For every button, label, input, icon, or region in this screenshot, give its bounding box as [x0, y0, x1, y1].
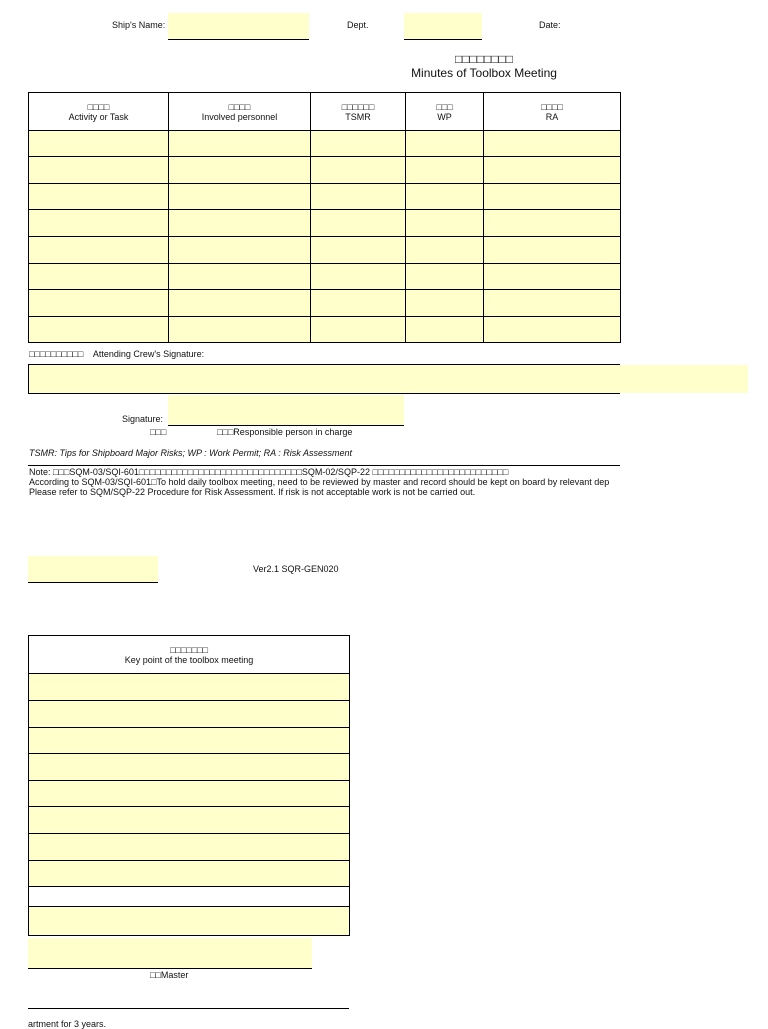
personnel-cell[interactable] [169, 157, 311, 184]
table-row [29, 754, 350, 781]
notes-block [29, 467, 620, 497]
crew-signature-field[interactable] [28, 365, 748, 393]
tsmr-cell[interactable] [311, 290, 406, 317]
activity-cell[interactable] [29, 157, 169, 184]
column-header-personnel: □□□□ Involved personnel [169, 93, 311, 131]
wp-cell[interactable] [406, 237, 484, 264]
page-title: Minutes of Toolbox Meeting [411, 66, 557, 80]
signature-sub-cn: □□□ [150, 427, 167, 437]
key-point-header [29, 636, 350, 674]
ra-cell[interactable] [484, 131, 621, 157]
tsmr-cell[interactable] [311, 184, 406, 210]
ra-cell[interactable] [484, 184, 621, 210]
ra-cell[interactable] [484, 264, 621, 290]
table-row [29, 317, 621, 343]
table-row [29, 907, 350, 936]
key-point-cell[interactable] [29, 674, 350, 701]
table-row [29, 728, 350, 754]
activity-cell[interactable] [29, 317, 169, 343]
wp-cell[interactable] [406, 317, 484, 343]
table-row [29, 210, 621, 237]
ship-name-field[interactable] [168, 13, 309, 40]
wp-cell[interactable] [406, 290, 484, 317]
personnel-cell[interactable] [169, 210, 311, 237]
dept-label: Dept. [347, 20, 369, 30]
tsmr-cell[interactable] [311, 317, 406, 343]
crew-signature-label [29, 349, 204, 359]
personnel-cell[interactable] [169, 290, 311, 317]
ra-cell[interactable] [484, 157, 621, 184]
wp-cell[interactable] [406, 264, 484, 290]
date-label: Date: [539, 20, 561, 30]
key-point-cell[interactable] [29, 781, 350, 807]
master-label: □□Master [150, 970, 189, 980]
personnel-cell[interactable] [169, 237, 311, 264]
activity-cell[interactable] [29, 290, 169, 317]
page-title-cn: □□□□□□□□ [455, 52, 513, 66]
key-point-cell[interactable] [29, 834, 350, 861]
note-line-review: According to SQM-03/SQI-601□To hold daily toolbox meeting, need to be reviewed by master and record should be kept on board by relevant dep [29, 477, 610, 487]
crew-signature-bottom-rule [28, 393, 620, 394]
personnel-cell[interactable] [169, 184, 311, 210]
table-row [29, 264, 621, 290]
table-row [29, 834, 350, 861]
footer-rule [28, 1008, 349, 1009]
tsmr-cell[interactable] [311, 264, 406, 290]
personnel-cell[interactable] [169, 264, 311, 290]
notes-divider [28, 465, 620, 466]
table-row [29, 184, 621, 210]
form-version: Ver2.1 SQR-GEN020 [253, 564, 339, 574]
activity-cell[interactable] [29, 184, 169, 210]
activity-cell[interactable] [29, 131, 169, 157]
dept-field[interactable] [404, 13, 482, 40]
crew-signature-left-rule [28, 364, 29, 394]
responsible-person-label: □□□Responsible person in charge [217, 427, 353, 437]
column-header-wp: □□□ WP [406, 93, 484, 131]
crew-signature-label-cn: □□□□□□□□□□ [29, 349, 84, 359]
column-header-tsmr: □□□□□□ TSMR [311, 93, 406, 131]
note-line-cn: Note: □□□SQM-03/SQI-601□□□□□□□□□□□□□□□□□□□□□□□□□□□□□□SQM-02/SQP-22 □□□□□□□□□□□□□□□□□□□□□□□□□ [29, 467, 509, 477]
tsmr-cell[interactable] [311, 210, 406, 237]
crew-signature-label-en: Attending Crew's Signature: [92, 349, 205, 359]
wp-cell[interactable] [406, 131, 484, 157]
personnel-cell[interactable] [169, 131, 311, 157]
table-row [29, 887, 350, 907]
wp-cell[interactable] [406, 157, 484, 184]
key-point-cell[interactable] [29, 907, 350, 936]
table-row [29, 781, 350, 807]
ra-cell[interactable] [484, 237, 621, 264]
tsmr-cell[interactable] [311, 131, 406, 157]
activity-table [28, 92, 621, 343]
ship-name-label: Ship's Name: [112, 20, 166, 30]
key-point-cell[interactable] [29, 861, 350, 887]
signature-label: Signature: [122, 414, 164, 424]
footer-overflow-text: artment for 3 years. [28, 1019, 107, 1029]
table-row [29, 157, 621, 184]
column-header-activity: □□□□ Activity or Task [29, 93, 169, 131]
table-row [29, 290, 621, 317]
activity-table-header [29, 93, 621, 131]
key-point-cell[interactable] [29, 807, 350, 834]
signature-field[interactable] [168, 395, 404, 426]
key-point-cell[interactable] [29, 728, 350, 754]
key-point-header-cell: □□□□□□□ Key point of the toolbox meeting [29, 636, 350, 674]
key-point-table [28, 635, 350, 936]
activity-cell[interactable] [29, 237, 169, 264]
version-side-field[interactable] [28, 556, 158, 583]
wp-cell[interactable] [406, 210, 484, 237]
column-header-ra: □□□□ RA [484, 93, 621, 131]
personnel-cell[interactable] [169, 317, 311, 343]
ra-cell[interactable] [484, 210, 621, 237]
note-line-risk: Please refer to SQM/SQP-22 Procedure for Risk Assessment. If risk is not acceptable work is not be carried out. [29, 487, 476, 497]
ra-cell[interactable] [484, 317, 621, 343]
ra-cell[interactable] [484, 290, 621, 317]
table-row [29, 131, 621, 157]
wp-cell[interactable] [406, 184, 484, 210]
key-point-cell[interactable] [29, 754, 350, 781]
key-point-cell[interactable] [29, 887, 350, 907]
abbreviation-legend: TSMR: Tips for Shipboard Major Risks; WP : Work Permit; RA : Risk Assessment [29, 448, 352, 458]
activity-cell[interactable] [29, 264, 169, 290]
table-row [29, 674, 350, 701]
activity-cell[interactable] [29, 210, 169, 237]
table-row [29, 861, 350, 887]
master-signature-field[interactable] [28, 938, 312, 969]
key-point-cell[interactable] [29, 701, 350, 728]
tsmr-cell[interactable] [311, 237, 406, 264]
table-row [29, 701, 350, 728]
table-row [29, 237, 621, 264]
tsmr-cell[interactable] [311, 157, 406, 184]
table-row [29, 807, 350, 834]
